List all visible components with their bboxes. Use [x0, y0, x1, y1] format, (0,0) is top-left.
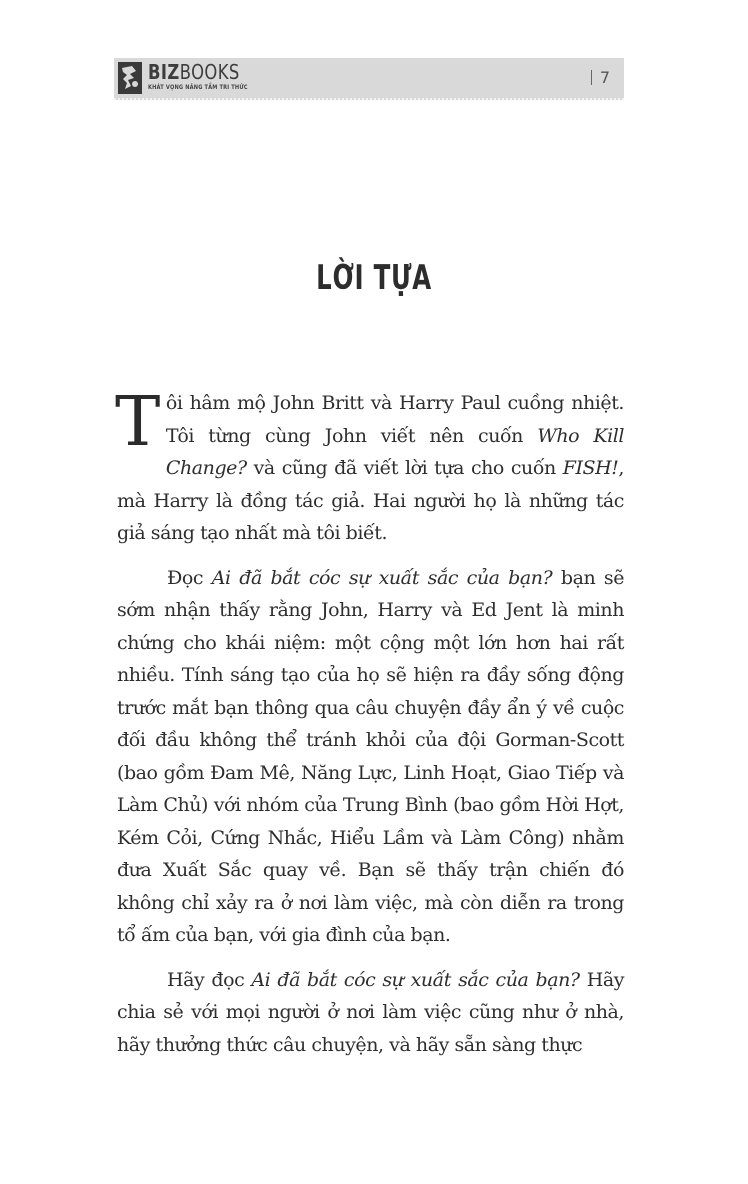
brand-name: BIZBOOKS — [148, 60, 240, 84]
chapter-body — [115, 383, 625, 1073]
bizbooks-logo-icon — [118, 62, 142, 94]
brand-tagline: KHÁT VỌNG NÂNG TẦM TRI THỨC — [148, 84, 248, 91]
book-title-italic: Who Kill Change? — [165, 424, 624, 479]
book-title-italic: FISH! — [562, 457, 619, 479]
chapter-title: LỜI TỰA — [316, 258, 432, 298]
paragraph-2: Đọc Ai đã bắt cóc sự xuất sắc của bạn? bạn sẽ sớm nhận thấy rằng John, Harry và Ed Jent là minh chứng cho khái niệm: một cộng một lớn hơn hai rất nhiều. Tính sáng tạo của họ sẽ hiện ra đầy sống động trước mắt bạn thông qua câu chuyện đầy ẩn ý về cuộc đối đầu không thể tránh khỏi của đội Gorman-Scott (bao gồm Đam Mê, Năng Lực, Linh Hoạt, Giao Tiếp và Làm Chủ) với nhóm của Trung Bình (bao gồm Hời Hợt, Kém Cỏi, Cứng Nhắc, Hiểu Lầm và Làm Công) nhằm đưa Xuất Sắc quay về. Bạn sẽ thấy trận chiến đó không chỉ xảy ra ở nơi làm việc, mà còn diễn ra trong tổ ấm của bạn, với gia đình của bạn. — [117, 566, 625, 946]
book-title-italic: Ai đã bắt cóc sự xuất sắc của bạn? — [211, 566, 553, 589]
paragraph-3: Hãy đọc Ai đã bắt cóc sự xuất sắc của bạn? Hãy chia sẻ với mọi người ở nơi làm việc cũng như ở nhà, hãy thưởng thức câu chuyện, và hãy sẵn sàng thực — [117, 968, 624, 1056]
running-header — [114, 58, 624, 100]
book-title-italic: Ai đã bắt cóc sự xuất sắc của bạn? — [251, 968, 580, 991]
page-number-divider — [591, 70, 592, 85]
page-number: 7 — [591, 69, 610, 87]
paragraph-1: Tôi hâm mộ John Britt và Harry Paul cuồng nhiệt. Tôi từng cùng John viết nên cuốn Who Kill Change? và cũng đã viết lời tựa cho cuốn FISH!, mà Harry là đồng tác giả. Hai người họ là những tác giả sáng tạo nhất mà tôi biết. — [115, 383, 624, 544]
drop-cap: T — [115, 383, 160, 462]
